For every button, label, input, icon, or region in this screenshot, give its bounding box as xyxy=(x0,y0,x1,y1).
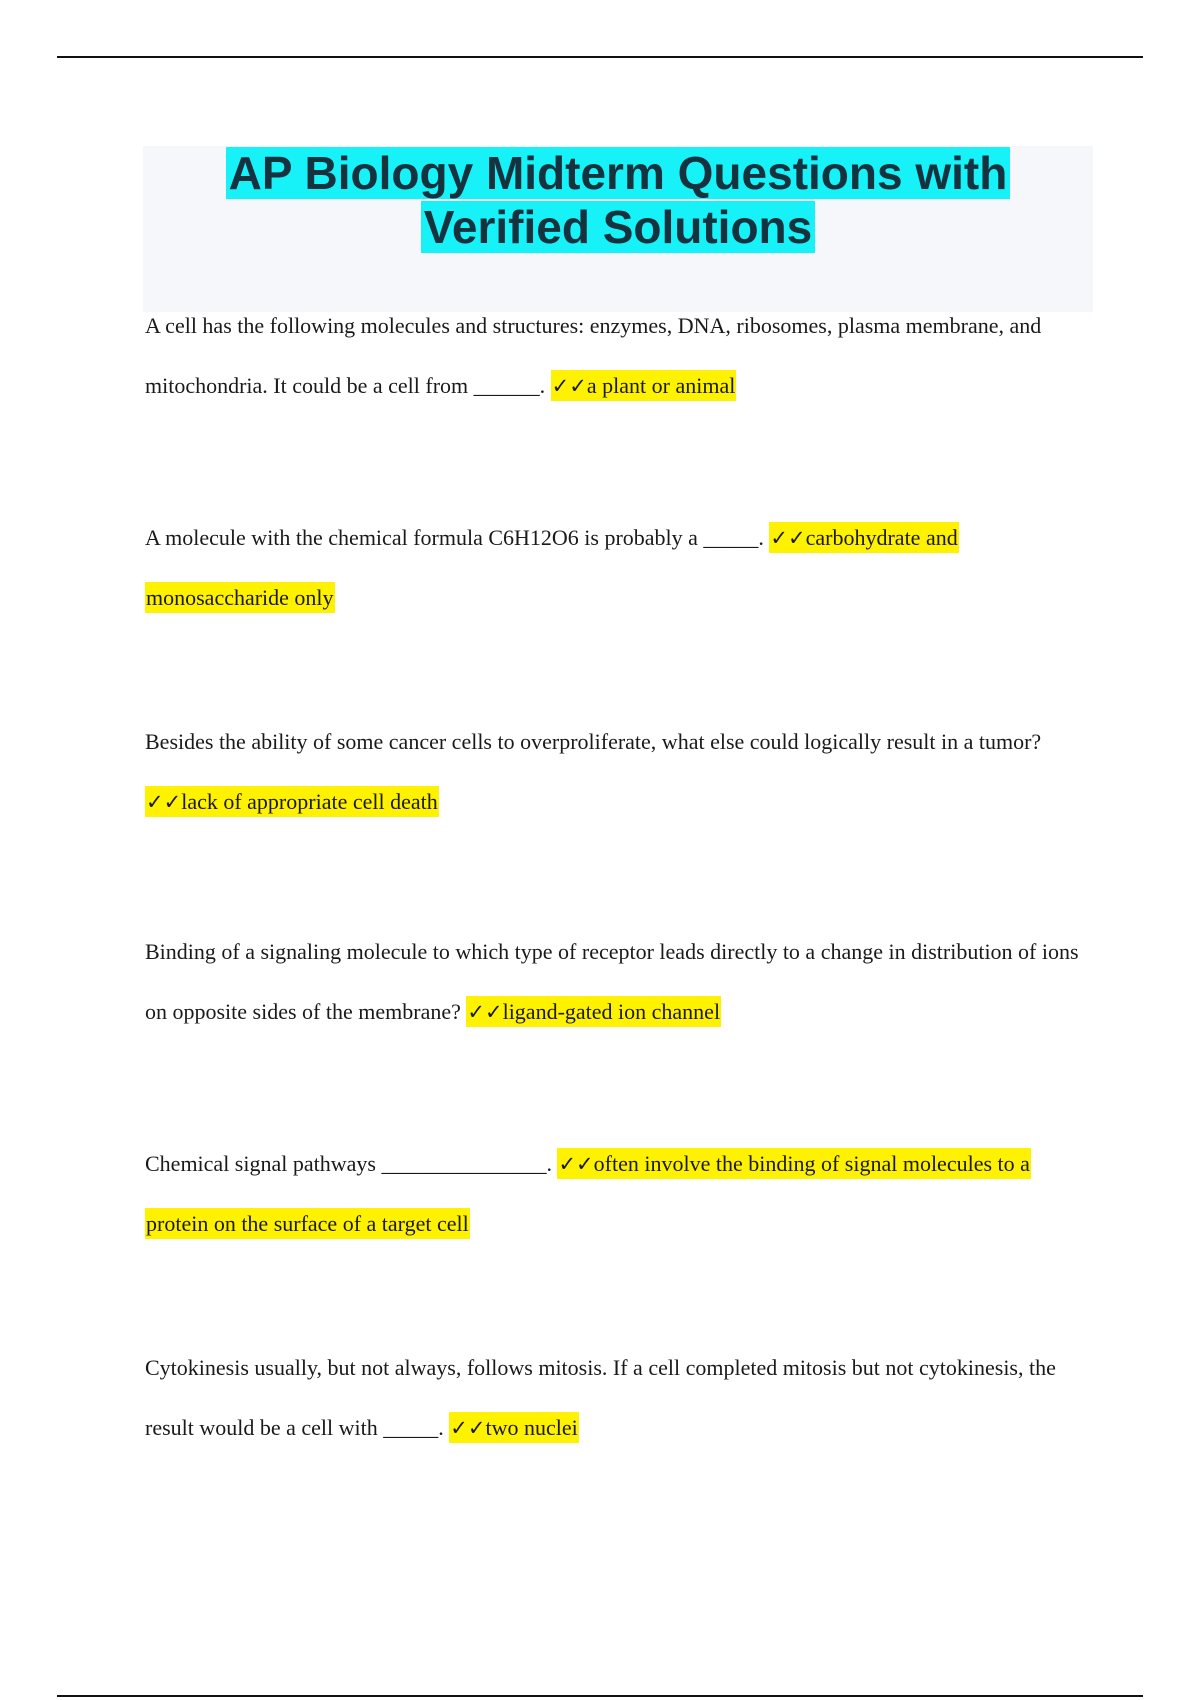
page-title: AP Biology Midterm Questions with Verified Solutions xyxy=(226,147,1011,253)
qa-item-5 xyxy=(145,1134,1085,1254)
qa-item-2 xyxy=(145,508,1085,628)
check-icon: ✓✓ xyxy=(450,1416,486,1440)
qa-item-6 xyxy=(145,1338,1085,1458)
question-text: Binding of a signaling molecule to which type of receptor leads directly to a change in distribution of ions on opposite sides of the membrane? xyxy=(145,939,1079,1024)
answer-highlight xyxy=(466,996,721,1027)
check-icon: ✓✓ xyxy=(467,1000,503,1024)
check-icon: ✓✓ xyxy=(558,1152,594,1176)
qa-item-4 xyxy=(145,922,1085,1042)
question-text: Chemical signal pathways _______________. xyxy=(145,1151,552,1176)
answer-highlight xyxy=(449,1412,578,1443)
check-icon: ✓✓ xyxy=(770,526,806,550)
answer-text: two nuclei xyxy=(485,1415,578,1440)
qa-item-1 xyxy=(145,296,1085,416)
qa-item-3 xyxy=(145,712,1085,832)
question-text: A molecule with the chemical formula C6H12O6 is probably a _____. xyxy=(145,525,764,550)
top-rule xyxy=(57,56,1143,58)
answer-highlight xyxy=(551,370,737,401)
answer-text: a plant or animal xyxy=(586,373,736,398)
answer-highlight xyxy=(145,786,439,817)
title-banner xyxy=(143,146,1093,312)
question-text: Besides the ability of some cancer cells to overproliferate, what else could logically result in a tumor? xyxy=(145,729,1042,754)
bottom-rule xyxy=(57,1695,1143,1697)
answer-text: lack of appropriate cell death xyxy=(181,789,438,814)
question-text: A cell has the following molecules and structures: enzymes, DNA, ribosomes, plasma membrane, and mitochondria. It could be a cell from ______. xyxy=(145,313,1042,398)
answer-text: often involve the binding of signal molecules to a protein on the surface of a target cell xyxy=(146,1151,1030,1236)
answer-text: carbohydrate and monosaccharide only xyxy=(146,525,958,610)
check-icon: ✓✓ xyxy=(146,790,182,814)
answer-text: ligand-gated ion channel xyxy=(502,999,721,1024)
check-icon: ✓✓ xyxy=(551,374,587,398)
question-text: Cytokinesis usually, but not always, follows mitosis. If a cell completed mitosis but not cytokinesis, the result would be a cell with _____. xyxy=(145,1355,1056,1440)
